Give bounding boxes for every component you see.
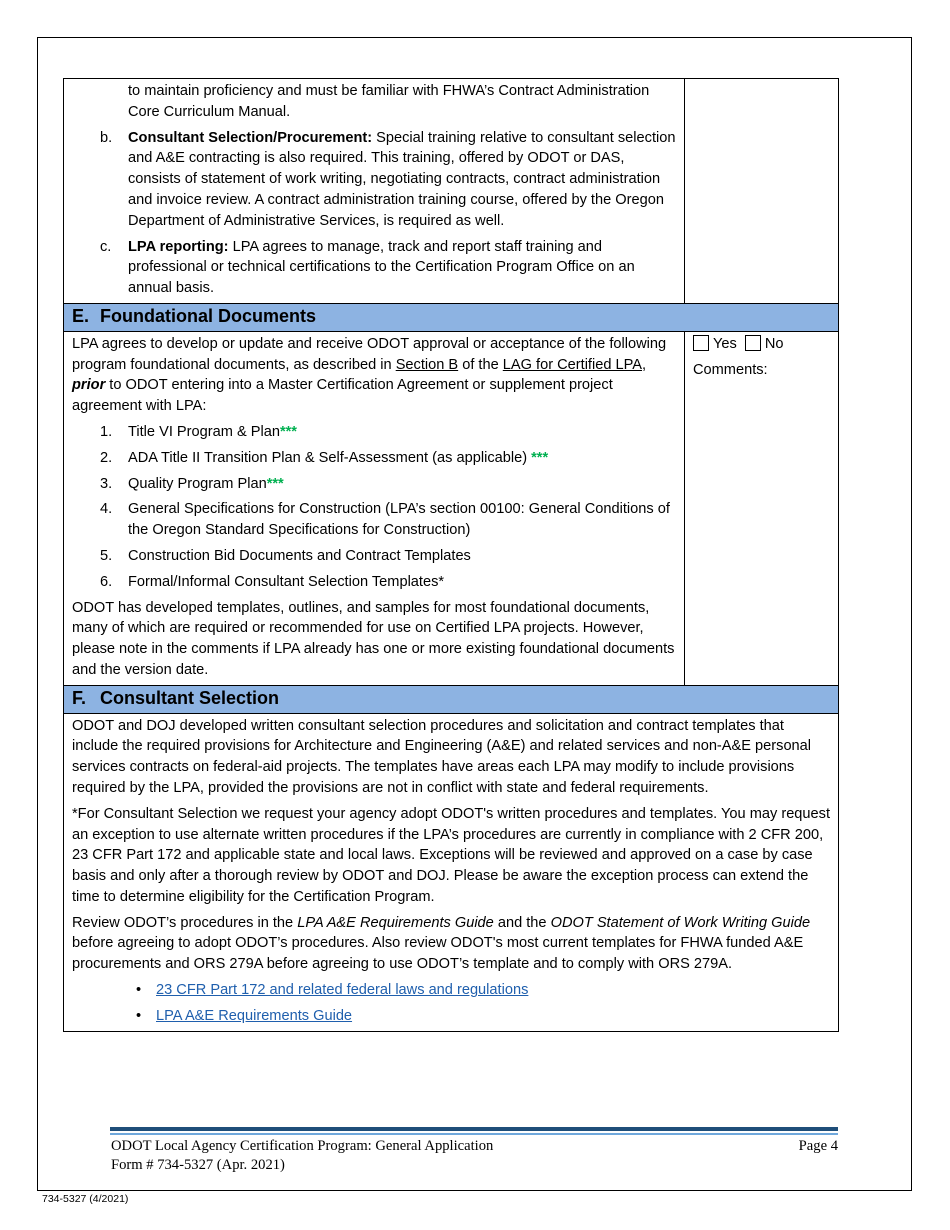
- item-c: [72, 237, 676, 299]
- footer-rule: [110, 1127, 838, 1131]
- item-a-continuation: to maintain proficiency and must be familiar with FHWA’s Contract Administration Core Curriculum Manual.: [128, 83, 650, 120]
- cfr-172-link[interactable]: 23 CFR Part 172 and related federal laws and regulations: [156, 982, 529, 999]
- section-e-letter: E.: [72, 305, 90, 326]
- section-e-response-cell: [685, 331, 839, 685]
- section-f-row: [64, 713, 839, 1031]
- section-e-closing: ODOT has developed templates, outlines, and samples for most foundational documents, many of which are required or recommended for use on Certified LPA projects. However, please note in the comments if LPA already has one or more existing foundational documents and the version date.: [72, 599, 675, 678]
- yes-no-choice: [693, 334, 830, 355]
- bullet-icon: •: [136, 1007, 142, 1024]
- application-form-table: [63, 78, 839, 1032]
- no-checkbox[interactable]: [745, 335, 761, 351]
- footer-rule-thin: [110, 1133, 838, 1135]
- section-f-header: [64, 685, 839, 713]
- section-f-text-cell: [64, 713, 839, 1031]
- training-text-cell: [64, 79, 685, 304]
- page-number: Page 4: [798, 1138, 838, 1154]
- lag-link[interactable]: LAG for Certified LPA: [502, 356, 643, 373]
- section-e-row: [64, 331, 839, 685]
- foundational-documents-list: [72, 422, 676, 593]
- list-item: 5. Construction Bid Documents and Contract Templates: [100, 547, 471, 564]
- section-f-title: Consultant Selection: [100, 687, 280, 708]
- list-item: 2. ADA Title II Transition Plan & Self-Assessment (as applicable) ***: [100, 449, 549, 466]
- ae-guide-link[interactable]: LPA A&E Requirements Guide: [156, 1007, 353, 1024]
- list-item: 4. General Specifications for Construction (LPA’s section 00100: General Conditions of the Oregon Standard Specifications for Construction): [100, 501, 670, 539]
- list-item: 1. Title VI Program & Plan***: [100, 423, 297, 440]
- section-b-link[interactable]: Section B: [395, 356, 459, 373]
- comments-label: Comments:: [693, 361, 768, 378]
- no-label: No: [764, 335, 784, 352]
- item-c-text: LPA agrees to manage, track and report staff training and professional or technical certifications to the Certification Program Office on an annual basis.: [128, 238, 635, 297]
- list-item: [72, 980, 830, 1001]
- section-e-header: [64, 303, 839, 331]
- yes-checkbox[interactable]: [693, 335, 709, 351]
- section-f-paragraph-2: *For Consultant Selection we request your agency adopt ODOT's written procedures and templates. You may request an exception to use alternate written procedures if the LPA’s procedures are currently in compliance with 2 CFR 200, 23 CFR Part 172 and applicable state and local laws. Exceptions will be reviewed and approved on a case by case basis and only after a thorough review by ODOT and DOJ. Please be aware the exception process can extend the time to determine eligibility for the Certification Program.: [72, 805, 831, 905]
- item-b: [72, 128, 676, 232]
- footer-form-number: Form # 734-5327 (Apr. 2021): [111, 1157, 285, 1173]
- yes-label: Yes: [713, 335, 737, 352]
- item-c-heading: LPA reporting:: [128, 238, 229, 255]
- section-f-letter: F.: [72, 687, 87, 708]
- list-item: [72, 1006, 830, 1027]
- section-e-title: Foundational Documents: [100, 305, 316, 326]
- item-b-marker: b.: [100, 129, 113, 146]
- item-b-text: Special training relative to consultant selection and A&E contracting is also required. This training, offered by ODOT or DAS, consists of statement of work writing, negotiating contracts, contract administration and invoice review. A contract administration training course, offered by the Oregon Department of Administrative Services, is required as well.: [128, 129, 676, 229]
- training-continuation-row: [64, 79, 839, 304]
- form-id: 734-5327 (4/2021): [42, 1193, 129, 1205]
- training-response-cell: [685, 79, 839, 304]
- item-b-heading: Consultant Selection/Procurement:: [128, 129, 373, 146]
- section-f-paragraph-1: ODOT and DOJ developed written consultant selection procedures and solicitation and contract templates that include the required provisions for Architecture and Engineering (A&E) and related services and non-A&E personal services contracts on federal-aid projects. The templates have areas each LPA may modify to include provisions required by the LPA, provided the provisions are not in conflict with state and federal requirements.: [72, 717, 812, 796]
- section-f-paragraph-3: Review ODOT’s procedures in the LPA A&E Requirements Guide and the ODOT Statement of Work Writing Guide before agreeing to adopt ODOT’s procedures. Also review ODOT's most current templates for FHWA funded A&E procurements and ORS 279A before agreeing to use ODOT’s template and to comply with ORS 279A.: [72, 914, 811, 973]
- prior-emphasis: prior: [72, 377, 106, 394]
- list-item: 3. Quality Program Plan***: [100, 475, 284, 492]
- footer-program-title: ODOT Local Agency Certification Program: General Application: [111, 1138, 494, 1154]
- list-item: 6. Formal/Informal Consultant Selection Templates*: [100, 573, 445, 590]
- bullet-icon: •: [136, 982, 142, 999]
- section-e-intro: LPA agrees to develop or update and receive ODOT approval or acceptance of the following program foundational documents, as described in Section B of the LAG for Certified LPA, prior to ODOT entering into a Master Certification Agreement or supplement project agreement with LPA:: [72, 335, 667, 415]
- page-footer: [111, 1137, 838, 1175]
- section-e-text-cell: [64, 331, 685, 685]
- reference-links: [72, 980, 830, 1027]
- item-c-marker: c.: [100, 238, 112, 255]
